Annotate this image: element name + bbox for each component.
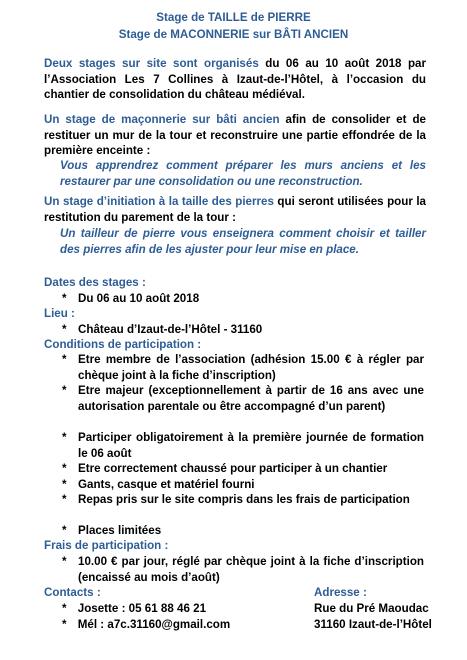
- dates-text: Du 06 au 10 août 2018: [78, 292, 200, 305]
- bullet-star: *: [62, 353, 67, 366]
- lieu-text: Château d’Izaut-de-l’Hôtel - 31160: [78, 323, 263, 336]
- title-maconnerie: Stage de MACONNERIE sur BÂTI ANCIEN: [118, 28, 349, 41]
- bullet-star: *: [62, 555, 67, 568]
- lieu-heading: Lieu :: [44, 307, 75, 320]
- bullet-star: *: [62, 602, 67, 615]
- bullet-star: *: [62, 384, 67, 397]
- intro-lead: Deux stages sur site sont organisés: [44, 57, 259, 70]
- contact-mel-text: Mél : a7c.31160@gmail.com: [77, 618, 231, 631]
- condition-text: Etre majeur (exceptionnellement à partir de 16 ans avec une autorisation parentale ou être accompagné d’un parent): [78, 384, 424, 413]
- condition-text: Etre correctement chaussé pour participer à un chantier: [78, 462, 388, 475]
- stage-maconnerie-paragraph: [44, 112, 426, 159]
- condition-text: Repas pris sur le site compris dans les frais de participation: [78, 493, 410, 506]
- contact-josette: [62, 601, 206, 617]
- adresse-line1: Rue du Pré Maoudac: [314, 602, 429, 615]
- stage-taille-lead: Un stage d’initiation à la taille des pierres: [44, 195, 274, 208]
- condition-text: Etre membre de l’association (adhésion 15.00 € à régler par chèque joint à la fiche d’inscription): [78, 353, 424, 382]
- dates-heading: Dates des stages :: [44, 276, 146, 289]
- adresse-line2: 31160 Izaut-de-l’Hôtel: [314, 618, 432, 631]
- stage-maconnerie-text: afin de consolider et de restituer un mur de la tour et reconstruire une partie effondrée de la première enceinte :: [44, 113, 426, 158]
- conditions-heading: Conditions de participation :: [44, 338, 202, 351]
- bullet-star: *: [62, 462, 67, 475]
- condition-text: Places limitées: [78, 524, 162, 537]
- adresse-heading: Adresse :: [314, 586, 367, 599]
- title-taille-pierre: Stage de TAILLE de PIERRE: [156, 11, 311, 24]
- contact-mel: [62, 617, 230, 633]
- bullet-star: *: [62, 323, 67, 336]
- contact-josette-text: Josette : 05 61 88 46 21: [77, 602, 207, 615]
- condition-text: Participer obligatoirement à la première journée de formation le 06 août: [78, 431, 424, 460]
- bullet-star: *: [62, 524, 67, 537]
- contacts-heading: Contacts :: [44, 586, 101, 599]
- stage-maconnerie-lead: Un stage de maçonnerie sur bâti ancien: [44, 113, 280, 126]
- stage-taille-paragraph: [44, 194, 426, 225]
- stage-taille-italic: Un tailleur de pierre vous enseignera comment choisir et tailler des pierres afin de les ajuster pour leur mise en place.: [60, 227, 426, 256]
- frais-text: 10.00 € par jour, réglé par chèque joint à la fiche d’inscription (encaissé au mois d’août): [78, 555, 424, 584]
- bullet-star: *: [62, 478, 67, 491]
- bullet-star: *: [62, 618, 67, 631]
- bullet-star: *: [62, 431, 67, 444]
- intro-paragraph: [44, 56, 426, 104]
- intro-text: du 06 au 10 août 2018 par l’Association Les 7 Collines à Izaut-de-l’Hôtel, à l’occasion du chantier de consolidation du château médiéval.: [44, 57, 426, 102]
- condition-text: Gants, casque et matériel fourni: [78, 478, 255, 491]
- bullet-star: *: [62, 292, 67, 305]
- stage-taille-text: qui seront utilisées pour la restitution du parement de la tour :: [44, 195, 426, 224]
- stage-maconnerie-italic: Vous apprendrez comment préparer les murs anciens et les restaurer par une consolidation ou une reconstruction.: [60, 159, 426, 188]
- frais-heading: Frais de participation :: [44, 539, 169, 552]
- bullet-star: *: [62, 493, 67, 506]
